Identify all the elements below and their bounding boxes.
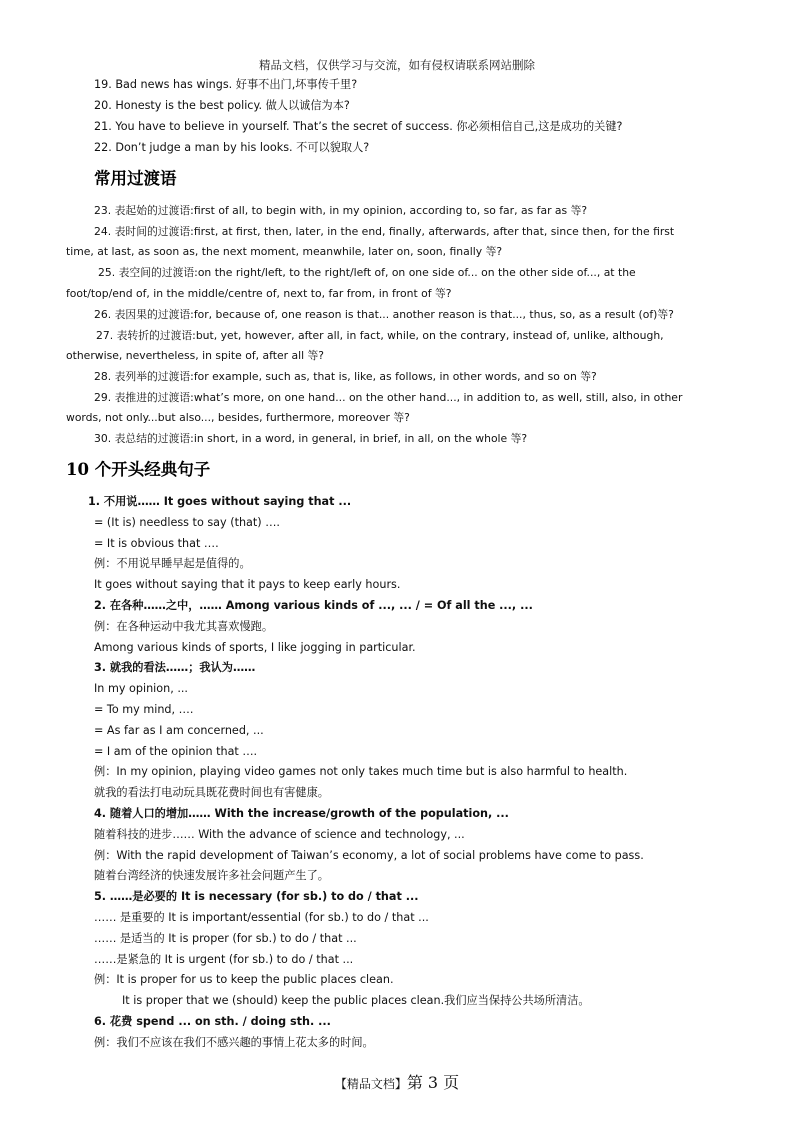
opener-example: 例：With the rapid development of Taiwan’s economy, a lot of social problems have come to pass. [94, 849, 644, 862]
transition-line: 28. 表列举的过渡语:for example, such as, that is, like, as follows, in other words, and so on 等? [94, 370, 597, 383]
opener-example: 例：It is proper for us to keep the public places clean. [94, 973, 394, 986]
opener-line: …… 是重要的 It is important/essential (for sb.) to do / that ... [94, 911, 429, 924]
footer-tag: 【精品文档】 [334, 1077, 407, 1091]
opener-line: It goes without saying that it pays to keep early hours. [94, 578, 401, 591]
opener-line: Among various kinds of sports, I like jogging in particular. [94, 641, 416, 654]
transition-line: 25. 表空间的过渡语:on the right/left, to the right/left of, on one side of... on the other side of..., at the [98, 266, 636, 279]
transition-line: 29. 表推进的过渡语:what’s more, on one hand... on the other hand..., in addition to, as well, still, also, in other [94, 391, 683, 404]
opener-line: 随着科技的进步…… With the advance of science and technology, ... [94, 828, 465, 841]
opener-line: = It is obvious that …. [94, 537, 219, 550]
proverb-21: 21. You have to believe in yourself. That’s the secret of success. 你必须相信自己,这是成功的关键? [94, 120, 623, 133]
opener-heading-1: 1. 不用说…… It goes without saying that ... [88, 495, 352, 508]
transition-line: otherwise, nevertheless, in spite of, after all 等? [66, 349, 325, 362]
opener-line: = (It is) needless to say (that) …. [94, 516, 280, 529]
proverb-20: 20. Honesty is the best policy. 做人以诚信为本? [94, 99, 350, 112]
transition-line: foot/top/end of, in the middle/centre of, next to, far from, in front of 等? [66, 287, 452, 300]
opener-line: It is proper that we (should) keep the public places clean.我们应当保持公共场所清洁。 [122, 994, 590, 1007]
opener-example: 例：In my opinion, playing video games not only takes much time but is also harmful to health. [94, 765, 628, 778]
transition-line: time, at last, as soon as, the next moment, meanwhile, later on, soon, finally 等? [66, 245, 503, 258]
opener-line: 就我的看法打电动玩具既花费时间也有害健康。 [94, 786, 329, 799]
opener-line: In my opinion, ... [94, 682, 188, 695]
page-number: 第 3 页 [406, 1073, 460, 1092]
section-title-transitions: 常用过渡语 [94, 169, 177, 188]
opener-line: 随着台湾经济的快速发展许多社会问题产生了。 [94, 869, 329, 882]
opener-line: = I am of the opinion that …. [94, 745, 258, 758]
transition-line: 26. 表因果的过渡语:for, because of, one reason is that... another reason is that..., thus, so, as a result (of)等? [94, 308, 674, 321]
opener-example: 例：不用说早睡早起是值得的。 [94, 557, 251, 570]
proverb-22: 22. Don’t judge a man by his looks. 不可以貌取人? [94, 141, 370, 154]
opener-heading-2: 2. 在各种……之中，…… Among various kinds of ..., ... / = Of all the ..., ... [94, 599, 533, 612]
section-title-openers: 10 个开头经典句子 [66, 460, 211, 479]
opener-line: = As far as I am concerned, ... [94, 724, 264, 737]
opener-example: 例：我们不应该在我们不感兴趣的事情上花太多的时间。 [94, 1036, 374, 1049]
transition-line: 23. 表起始的过渡语:first of all, to begin with, in my opinion, according to, so far, as far as 等? [94, 204, 588, 217]
opener-line: = To my mind, …. [94, 703, 194, 716]
opener-heading-5: 5. ……是必要的 It is necessary (for sb.) to do / that ... [94, 890, 419, 903]
transition-line: words, not only...but also..., besides, furthermore, moreover 等? [66, 411, 410, 424]
opener-heading-3: 3. 就我的看法……；我认为…… [94, 661, 256, 674]
page-footer [0, 1072, 794, 1095]
opener-line: …… 是适当的 It is proper (for sb.) to do / that ... [94, 932, 357, 945]
opener-example: 例：在各种运动中我尤其喜欢慢跑。 [94, 620, 274, 633]
transition-line: 24. 表时间的过渡语:first, at first, then, later, in the end, finally, afterwards, after that, since then, for the first [94, 225, 675, 238]
opener-heading-4: 4. 随着人口的增加…… With the increase/growth of the population, ... [94, 807, 509, 820]
transition-line: 27. 表转折的过渡语:but, yet, however, after all, in fact, while, on the contrary, instead of, unlike, although, [96, 329, 664, 342]
opener-line: ……是紧急的 It is urgent (for sb.) to do / that ... [94, 953, 354, 966]
opener-heading-6: 6. 花费 spend ... on sth. / doing sth. ... [94, 1015, 331, 1028]
copyright-notice: 精品文档，仅供学习与交流，如有侵权请联系网站删除 [259, 58, 535, 72]
transition-line: 30. 表总结的过渡语:in short, in a word, in general, in brief, in all, on the whole 等? [94, 432, 528, 445]
proverb-19: 19. Bad news has wings. 好事不出门,坏事传千里? [94, 78, 358, 91]
